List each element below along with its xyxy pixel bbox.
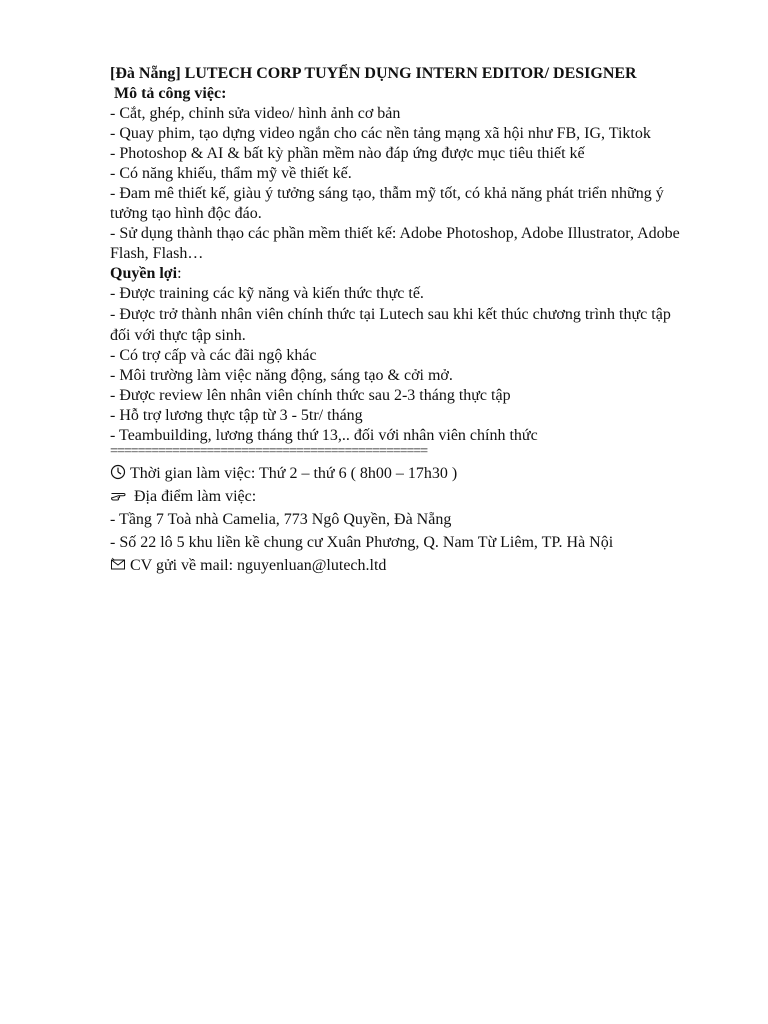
job-description-item: - Quay phim, tạo dựng video ngắn cho các nền tảng mạng xã hội như FB, IG, Tiktok — [110, 125, 651, 142]
posting-title: [Đà Nẵng] LUTECH CORP TUYỂN DỤNG INTERN EDITOR/ DESIGNER — [110, 65, 637, 82]
job-description-heading-text: Mô tả công việc: — [114, 85, 227, 102]
benefit-item: - Teambuilding, lương tháng thứ 13,.. đối với nhân viên chính thức — [110, 427, 538, 444]
benefit-item: - Hỗ trợ lương thực tập từ 3 - 5tr/ tháng — [110, 407, 363, 424]
separator-line: ============================================== — [110, 446, 428, 458]
working-hours-line — [110, 462, 680, 485]
clock-icon — [110, 464, 126, 480]
job-description-item: - Có năng khiếu, thẩm mỹ về thiết kế. — [110, 165, 352, 182]
contact-section — [110, 462, 680, 577]
location-item: - Số 22 lô 5 khu liền kề chung cư Xuân Phương, Q. Nam Từ Liêm, TP. Hà Nội — [110, 534, 614, 551]
benefits-heading-colon: : — [177, 265, 182, 282]
benefit-item: - Môi trường làm việc năng động, sáng tạo & cởi mở. — [110, 367, 453, 384]
location-label-text: Địa điểm làm việc: — [130, 488, 257, 505]
benefits-heading — [110, 264, 680, 284]
cv-email-line — [110, 554, 680, 577]
benefits-heading-text: Quyền lợi — [110, 265, 178, 282]
pointing-hand-icon — [110, 487, 126, 503]
benefit-item: - Được training các kỹ năng và kiến thức thực tế. — [110, 285, 424, 302]
benefits-list — [110, 284, 680, 446]
job-description-item: - Đam mê thiết kế, giàu ý tưởng sáng tạo, thẫm mỹ tốt, có khả năng phát triển những ý tưởng tạo hình độc đáo. — [110, 185, 664, 222]
job-description-item: - Cắt, ghép, chỉnh sửa video/ hình ảnh cơ bản — [110, 105, 401, 122]
cv-email-text: CV gửi về mail: nguyenluan@lutech.ltd — [130, 557, 387, 574]
job-posting-document — [110, 64, 680, 577]
job-description-list — [110, 104, 680, 264]
job-description-heading — [110, 84, 680, 104]
location-item: - Tầng 7 Toà nhà Camelia, 773 Ngô Quyền, Đà Nẵng — [110, 511, 452, 528]
location-label-line — [110, 485, 680, 508]
benefit-item: - Có trợ cấp và các đãi ngộ khác — [110, 347, 317, 364]
job-description-item: - Sử dụng thành thạo các phần mềm thiết kế: Adobe Photoshop, Adobe Illustrator, Adobe Flash, Flash… — [110, 225, 680, 262]
working-hours-text: Thời gian làm việc: Thứ 2 – thứ 6 ( 8h00 – 17h30 ) — [130, 465, 458, 482]
job-description-item: - Photoshop & AI & bất kỳ phần mềm nào đáp ứng được mục tiêu thiết kế — [110, 145, 585, 162]
benefit-item: - Được trở thành nhân viên chính thức tại Lutech sau khi kết thúc chương trình thực tập đối với thực tập sinh. — [110, 306, 671, 344]
envelope-icon — [110, 556, 126, 572]
benefit-item: - Được review lên nhân viên chính thức sau 2-3 tháng thực tập — [110, 387, 511, 404]
